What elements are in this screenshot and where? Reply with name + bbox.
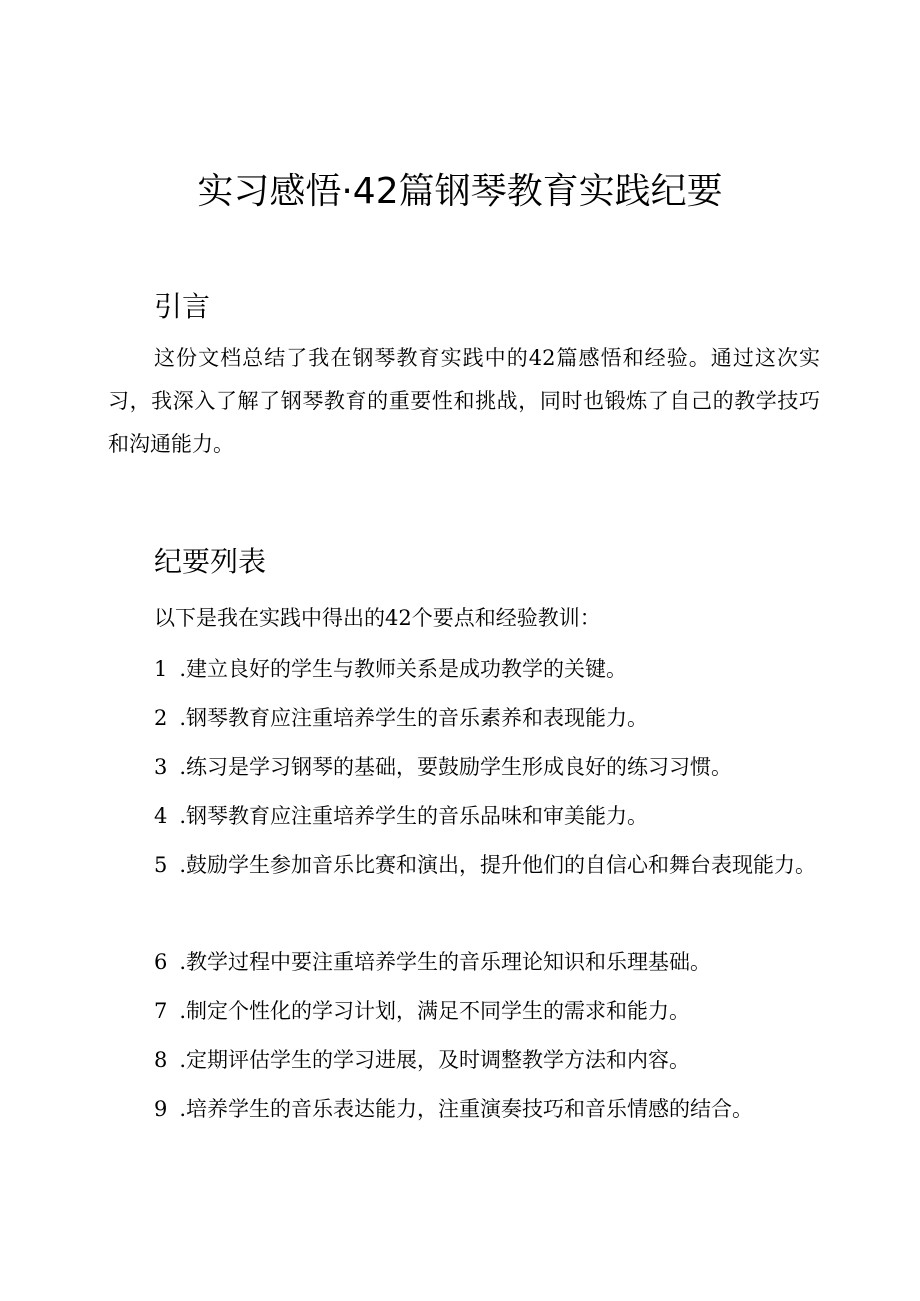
summary-heading: 纪要列表 [154, 545, 267, 578]
list-item-text: .钢琴教育应注重培养学生的音乐品味和审美能力。 [179, 804, 649, 828]
document-title: 实习感悟·42篇钢琴教育实践纪要 [197, 171, 723, 212]
list-item [108, 841, 820, 889]
list-item-number: 3 [154, 755, 168, 779]
summary-lead: 以下是我在实践中得出的42个要点和经验教训： [154, 606, 601, 630]
list-item [108, 694, 820, 742]
list-item-text: .定期评估学生的学习进展，及时调整教学方法和内容。 [179, 1048, 691, 1072]
list-item-number: 9 [154, 1097, 168, 1121]
list-item [108, 938, 820, 986]
intro-paragraph: 这份文档总结了我在钢琴教育实践中的42篇感悟和经验。通过这次实习，我深入了解了钢琴教育的重要性和挑战，同时也锻炼了自己的教学技巧和沟通能力。 [108, 346, 820, 456]
list-item-number: 1 [154, 657, 168, 681]
list-item-text: .钢琴教育应注重培养学生的音乐素养和表现能力。 [179, 706, 649, 730]
intro-heading: 引言 [154, 290, 211, 323]
list-item [108, 1036, 820, 1084]
list-item-text: .制定个性化的学习计划，满足不同学生的需求和能力。 [179, 999, 691, 1023]
list-item [108, 743, 820, 791]
list-item-text: .练习是学习钢琴的基础，要鼓励学生形成良好的练习习惯。 [179, 755, 733, 779]
list-item-number: 7 [154, 999, 168, 1023]
list-item [108, 645, 820, 693]
list-item [108, 1085, 820, 1133]
list-item [108, 792, 820, 840]
list-item-text: .建立良好的学生与教师关系是成功教学的关键。 [179, 657, 628, 681]
list-item-number: 2 [154, 706, 168, 730]
list-item-text: .培养学生的音乐表达能力，注重演奏技巧和音乐情感的结合。 [179, 1097, 754, 1121]
list-item-number: 8 [154, 1048, 168, 1072]
list-item-text: .鼓励学生参加音乐比赛和演出，提升他们的自信心和舞台表现能力。 [179, 853, 817, 877]
list-item-text: .教学过程中要注重培养学生的音乐理论知识和乐理基础。 [179, 950, 712, 974]
list-item-number: 6 [154, 950, 168, 974]
list-item-number: 5 [154, 853, 168, 877]
list-item [108, 987, 820, 1035]
list-item-number: 4 [154, 804, 168, 828]
